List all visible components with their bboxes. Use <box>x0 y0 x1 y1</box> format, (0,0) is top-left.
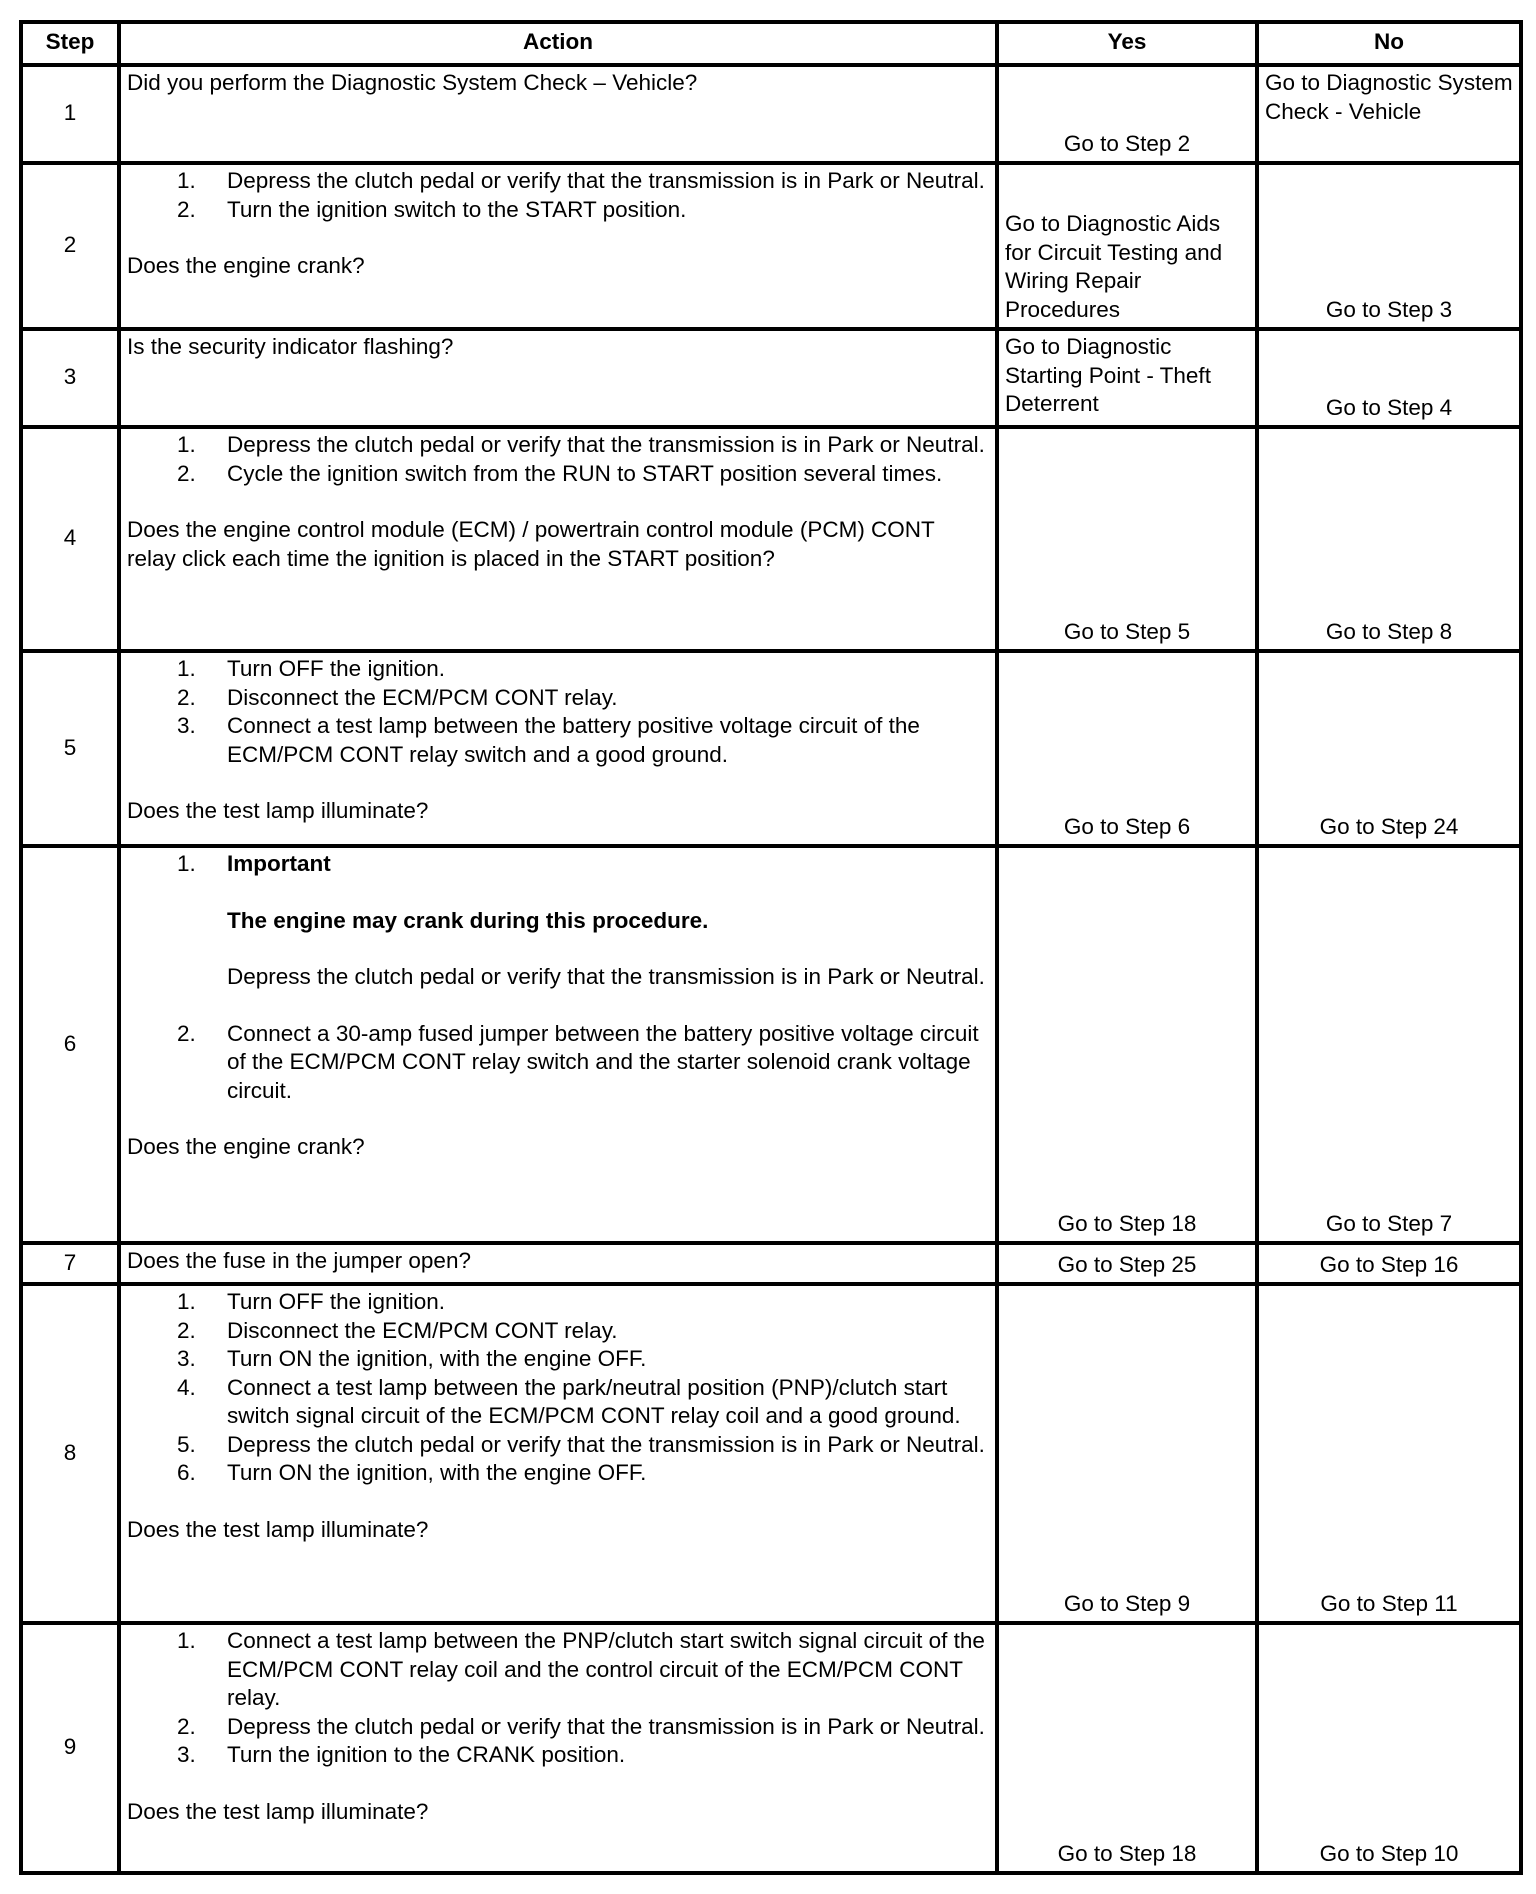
step-number: 6 <box>21 846 119 1243</box>
important-label: Important <box>227 851 331 876</box>
yes-result: Go to Step 5 <box>997 427 1257 651</box>
instruction-item: 2. Disconnect the ECM/PCM CONT relay. <box>177 1317 618 1343</box>
step-question: Does the engine control module (ECM) / powertrain control module (PCM) CONT relay click each time the ignition is placed in the START position? <box>127 517 935 571</box>
step-number: 3 <box>21 329 119 427</box>
no-result: Go to Step 7 <box>1257 846 1521 1243</box>
step-number: 4 <box>21 427 119 651</box>
header-row <box>21 22 1521 65</box>
yes-result: Go to Step 25 <box>997 1243 1257 1284</box>
step-question: Does the engine crank? <box>127 253 365 278</box>
action-cell <box>119 1284 997 1623</box>
table-row <box>21 1623 1521 1873</box>
table-row <box>21 65 1521 163</box>
diagnostic-table <box>19 20 1523 1875</box>
no-result: Go to Step 3 <box>1257 163 1521 329</box>
table-row <box>21 329 1521 427</box>
instruction-item: 6. Turn ON the ignition, with the engine OFF. <box>177 1460 647 1485</box>
table-row <box>21 427 1521 651</box>
no-result: Go to Diagnostic System Check - Vehicle <box>1257 65 1521 163</box>
yes-result: Go to Diagnostic Aids for Circuit Testing and Wiring Repair Procedures <box>997 163 1257 329</box>
no-result: Go to Step 10 <box>1257 1623 1521 1873</box>
instruction-item: 5. Depress the clutch pedal or verify that the transmission is in Park or Neutral. <box>177 1431 985 1457</box>
table-row <box>21 651 1521 846</box>
step-question: Does the fuse in the jumper open? <box>127 1248 471 1273</box>
instruction-list <box>127 1288 989 1488</box>
no-result: Go to Step 11 <box>1257 1284 1521 1623</box>
no-result: Go to Step 16 <box>1257 1243 1521 1284</box>
table-row <box>21 1243 1521 1284</box>
table-row <box>21 846 1521 1243</box>
action-cell <box>119 846 997 1243</box>
step-question: Does the test lamp illuminate? <box>127 1516 429 1542</box>
instruction-item: 1. Important The engine may crank during this procedure. Depress the clutch pedal or verify that the transmission is in Park or Neutral. <box>127 850 989 1020</box>
action-cell <box>119 1243 997 1284</box>
instruction-item: 1. Connect a test lamp between the PNP/clutch start switch signal circuit of the ECM/PCM CONT relay coil and the control circuit of the ECM/PCM CONT relay. <box>177 1628 985 1710</box>
instruction-list <box>127 431 989 488</box>
header-no: No <box>1257 22 1521 65</box>
action-cell <box>119 329 997 427</box>
instruction-item: 4. Connect a test lamp between the park/neutral position (PNP)/clutch start switch signal circuit of the ECM/PCM CONT relay coil and a good ground. <box>177 1374 961 1428</box>
yes-result: Go to Diagnostic Starting Point - Theft Deterrent <box>997 329 1257 427</box>
step-number: 5 <box>21 651 119 846</box>
instruction-item: 1. Depress the clutch pedal or verify that the transmission is in Park or Neutral. <box>177 168 985 193</box>
header-yes: Yes <box>997 22 1257 65</box>
step-number: 7 <box>21 1243 119 1284</box>
yes-result: Go to Step 18 <box>997 1623 1257 1873</box>
step-question: Does the engine crank? <box>127 1134 365 1159</box>
table-row <box>21 1284 1521 1623</box>
instruction-item: 1. Turn OFF the ignition. <box>177 1289 446 1314</box>
step-question: Is the security indicator flashing? <box>127 334 454 359</box>
action-cell <box>119 651 997 846</box>
step-number: 8 <box>21 1284 119 1623</box>
instruction-item: 2. Connect a 30-amp fused jumper between the battery positive voltage circuit of the ECM/PCM CONT relay switch and the starter solenoid crank voltage circuit. <box>177 1020 979 1103</box>
step-number: 2 <box>21 163 119 329</box>
instruction-list <box>127 167 989 224</box>
instruction-list <box>127 850 989 1105</box>
header-action: Action <box>119 22 997 65</box>
instruction-item: 1. Turn OFF the ignition. <box>177 656 446 681</box>
action-cell <box>119 427 997 651</box>
action-cell <box>119 65 997 163</box>
step-question: Does the test lamp illuminate? <box>127 1798 429 1824</box>
instruction-item: 2. Disconnect the ECM/PCM CONT relay. <box>177 684 618 710</box>
action-cell <box>119 163 997 329</box>
important-text: Depress the clutch pedal or verify that the transmission is in Park or Neutral. <box>227 964 985 989</box>
yes-result: Go to Step 2 <box>997 65 1257 163</box>
instruction-item: 3. Connect a test lamp between the battery positive voltage circuit of the ECM/PCM CONT relay switch and a good ground. <box>177 713 920 767</box>
step-number: 1 <box>21 65 119 163</box>
table-row <box>21 163 1521 329</box>
step-question: Does the test lamp illuminate? <box>127 798 429 823</box>
important-note: The engine may crank during this procedure. <box>227 907 709 933</box>
no-result: Go to Step 8 <box>1257 427 1521 651</box>
instruction-item: 1. Depress the clutch pedal or verify that the transmission is in Park or Neutral. <box>177 432 985 457</box>
instruction-list <box>127 655 989 769</box>
instruction-item: 2. Turn the ignition switch to the START position. <box>177 196 687 222</box>
yes-result: Go to Step 6 <box>997 651 1257 846</box>
instruction-list <box>127 1627 989 1770</box>
action-cell <box>119 1623 997 1873</box>
step-question: Did you perform the Diagnostic System Check – Vehicle? <box>127 70 698 95</box>
instruction-item: 3. Turn ON the ignition, with the engine OFF. <box>177 1346 647 1371</box>
no-result: Go to Step 4 <box>1257 329 1521 427</box>
instruction-item: 2. Depress the clutch pedal or verify that the transmission is in Park or Neutral. <box>177 1713 985 1739</box>
yes-result: Go to Step 9 <box>997 1284 1257 1623</box>
step-number: 9 <box>21 1623 119 1873</box>
yes-result: Go to Step 18 <box>997 846 1257 1243</box>
instruction-item: 3. Turn the ignition to the CRANK position. <box>177 1742 626 1767</box>
no-result: Go to Step 24 <box>1257 651 1521 846</box>
header-step: Step <box>21 22 119 65</box>
instruction-item: 2. Cycle the ignition switch from the RUN to START position several times. <box>177 460 943 486</box>
